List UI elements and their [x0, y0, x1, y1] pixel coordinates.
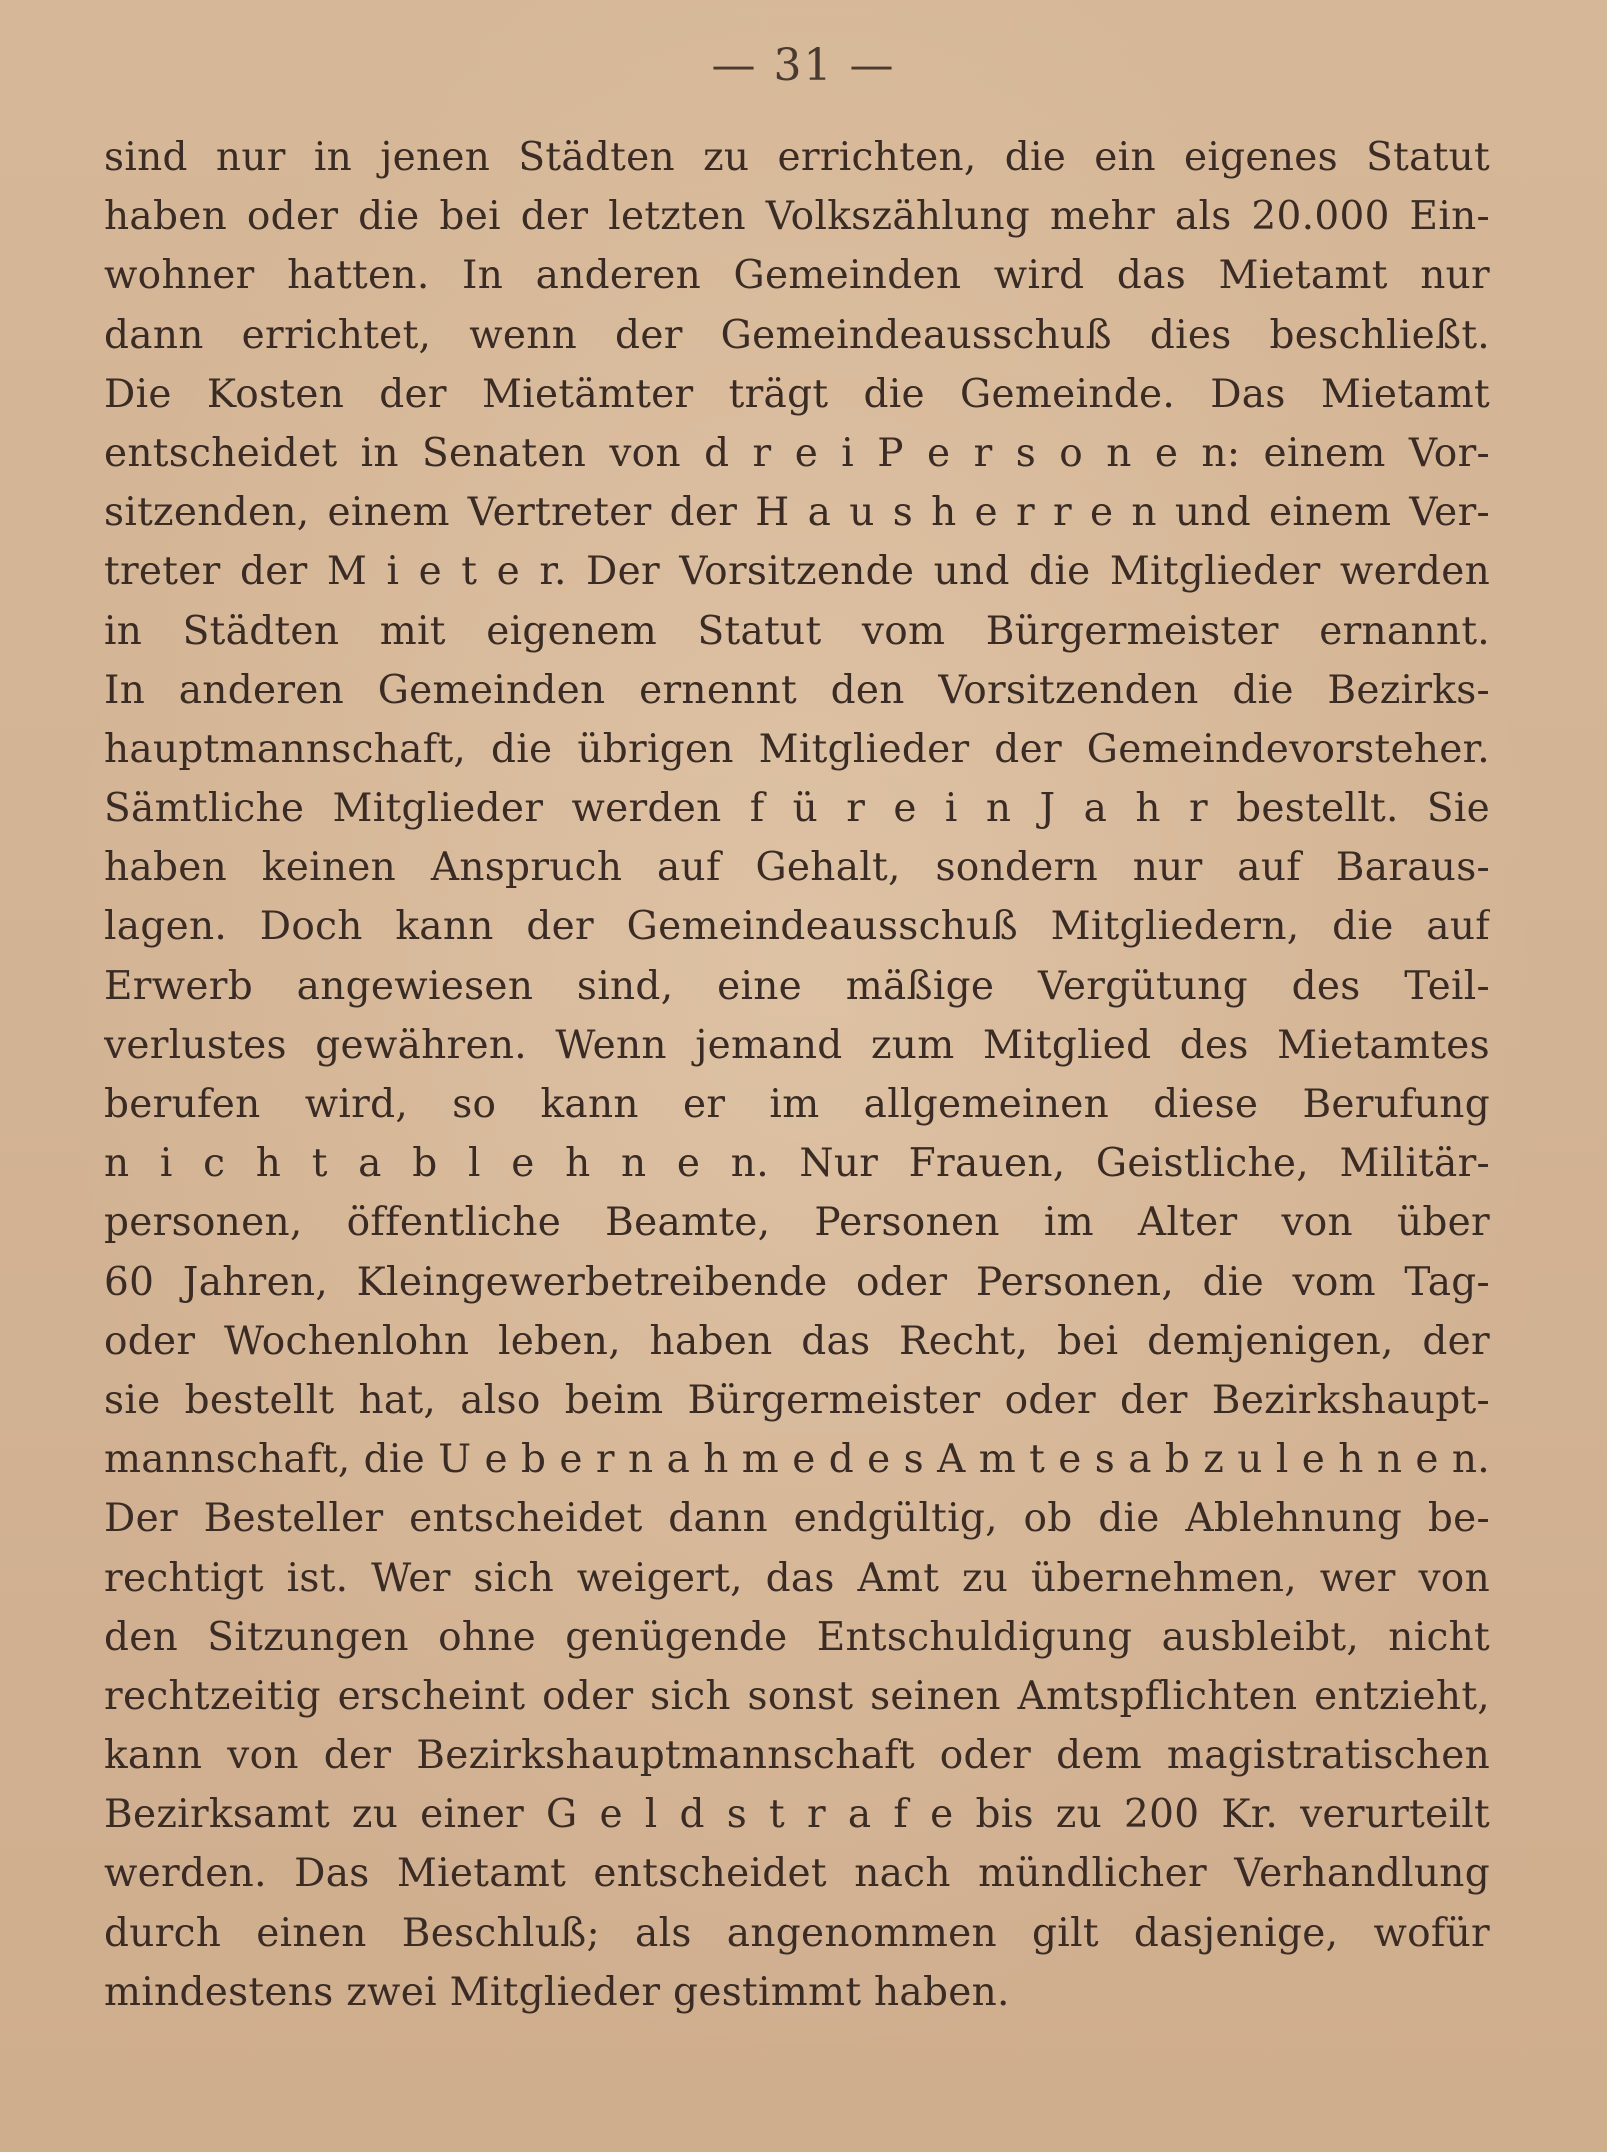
text-line: sie bestellt hat, also beim Bürgermeister oder der Bezirkshaupt- — [104, 1377, 1490, 1423]
text-line: n i c h t a b l e h n e n. Nur Frauen, Geistliche, Militär- — [104, 1141, 1490, 1187]
text-line: haben oder die bei der letzten Volkszählung mehr als 20.000 Ein- — [104, 194, 1490, 240]
text-line: hauptmannschaft, die übrigen Mitglieder der Gemeindevorsteher. — [104, 726, 1490, 772]
text-line: sind nur in jenen Städten zu errichten, die ein eigenes Statut — [104, 135, 1490, 180]
text-line: wohner hatten. In anderen Gemeinden wird das Mietamt nur — [104, 253, 1490, 299]
text-line: sitzenden, einem Vertreter der H a u s h e r r e n und einem Ver- — [104, 490, 1490, 536]
text-line-last: mindestens zwei Mitglieder gestimmt haben. — [104, 1969, 1010, 2015]
text-line: dann errichtet, wenn der Gemeindeausschuß dies beschließt. — [104, 312, 1490, 358]
text-line: oder Wochenlohn leben, haben das Recht, bei demjenigen, der — [104, 1318, 1490, 1364]
text-line: rechtigt ist. Wer sich weigert, das Amt zu übernehmen, wer von — [104, 1555, 1490, 1601]
text-line: berufen wird, so kann er im allgemeinen diese Berufung — [104, 1082, 1490, 1127]
text-line: lagen. Doch kann der Gemeindeausschuß Mitgliedern, die auf — [104, 904, 1490, 950]
text-line: Erwerb angewiesen sind, eine mäßige Vergütung des Teil- — [104, 963, 1490, 1009]
text-line: haben keinen Anspruch auf Gehalt, sondern nur auf Baraus- — [104, 845, 1490, 891]
text-line: Bezirksamt zu einer G e l d s t r a f e bis zu 200 Kr. verurteilt — [104, 1792, 1490, 1838]
text-line: kann von der Bezirkshauptmannschaft oder dem magistratischen — [104, 1733, 1490, 1779]
text-line: Sämtliche Mitglieder werden f ü r e i n J a h r bestellt. Sie — [104, 786, 1490, 832]
text-line: In anderen Gemeinden ernennt den Vorsitzenden die Bezirks- — [104, 667, 1490, 713]
text-line: rechtzeitig erscheint oder sich sonst seinen Amtspflichten entzieht, — [104, 1673, 1490, 1719]
text-line: werden. Das Mietamt entscheidet nach mündlicher Verhandlung — [104, 1851, 1490, 1897]
body-text — [104, 128, 1490, 2022]
text-line: entscheidet in Senaten von d r e i P e r s o n e n: einem Vor- — [104, 430, 1490, 476]
text-line: durch einen Beschluß; als angenommen gilt dasjenige, wofür — [104, 1910, 1490, 1956]
text-line: mannschaft, die U e b e r n a h m e d e s A m t e s a b z u l e h n e n. — [104, 1437, 1490, 1483]
text-line: in Städten mit eigenem Statut vom Bürgermeister ernannt. — [104, 608, 1490, 654]
text-line: Der Besteller entscheidet dann endgültig, ob die Ablehnung be- — [104, 1496, 1490, 1542]
text-line: verlustes gewähren. Wenn jemand zum Mitglied des Mietamtes — [104, 1022, 1490, 1068]
text-line: den Sitzungen ohne genügende Entschuldigung ausbleibt, nicht — [104, 1614, 1490, 1660]
page-number-header: — 31 — — [711, 40, 896, 91]
text-line: personen, öffentliche Beamte, Personen im Alter von über — [104, 1200, 1490, 1246]
text-line: Die Kosten der Mietämter trägt die Gemeinde. Das Mietamt — [104, 371, 1490, 417]
text-line: 60 Jahren, Kleingewerbetreibende oder Personen, die vom Tag- — [104, 1259, 1490, 1305]
text-line: treter der M i e t e r. Der Vorsitzende und die Mitglieder werden — [104, 549, 1490, 595]
